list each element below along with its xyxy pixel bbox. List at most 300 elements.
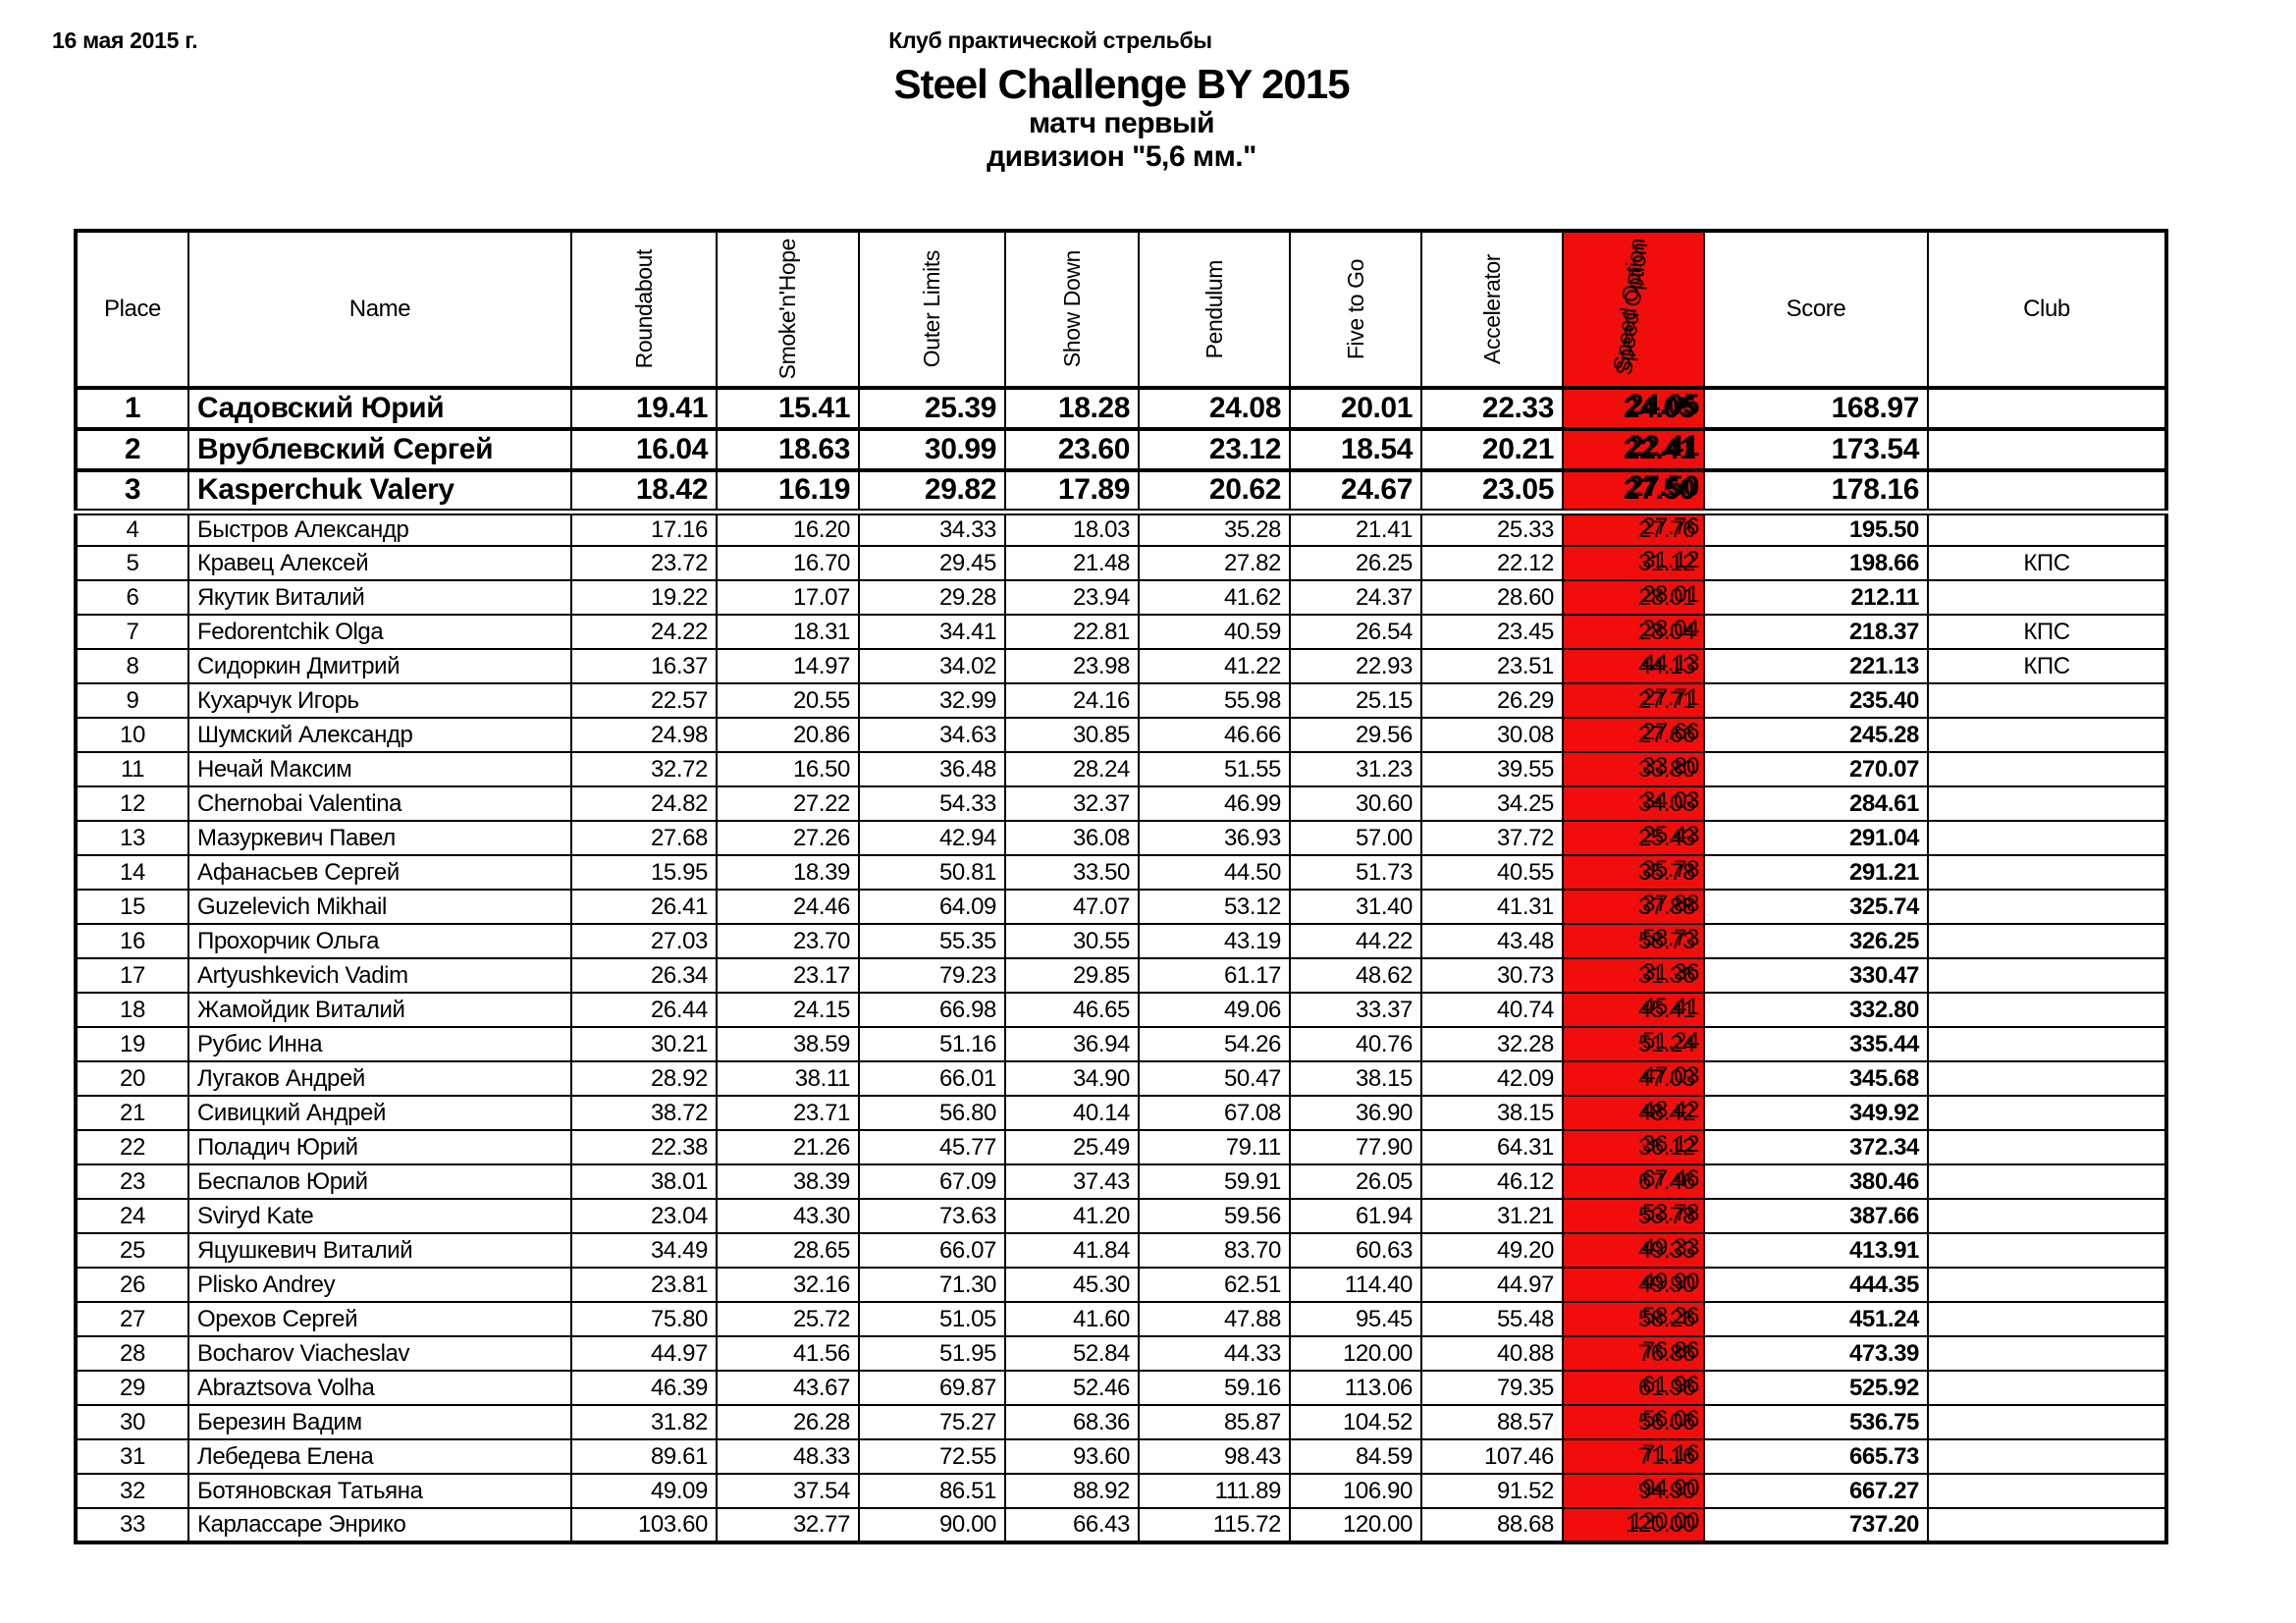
club-cell xyxy=(1928,580,2166,615)
stage-cell: 40.14 xyxy=(1005,1096,1139,1130)
stage-cell: 84.59 xyxy=(1290,1439,1421,1474)
match-title: Steel Challenge BY 2015 xyxy=(893,61,1350,107)
organization-name: Клуб практической стрельбы xyxy=(888,27,1212,53)
stage-cell: 95.45 xyxy=(1290,1302,1421,1336)
name-cell: Кравец Алексей xyxy=(188,546,571,580)
stage-cell: 23.12 xyxy=(1139,429,1290,470)
stage-cell: 42.94 xyxy=(859,821,1005,855)
stage-cell: 26.05 xyxy=(1290,1164,1421,1199)
speed-option-cell: 34.03 xyxy=(1563,786,1704,821)
place-cell: 26 xyxy=(76,1268,188,1302)
place-cell: 11 xyxy=(76,752,188,786)
place-cell: 29 xyxy=(76,1371,188,1405)
stage-cell: 40.74 xyxy=(1421,993,1563,1027)
stage-cell: 21.48 xyxy=(1005,546,1139,580)
stage-cell: 18.28 xyxy=(1005,388,1139,429)
score-cell: 330.47 xyxy=(1704,958,1928,993)
stage-cell: 60.63 xyxy=(1290,1233,1421,1268)
place-cell: 22 xyxy=(76,1130,188,1164)
speed-option-cell: 36.12 xyxy=(1563,1130,1704,1164)
score-cell: 221.13 xyxy=(1704,649,1928,683)
table-row xyxy=(76,1061,2166,1096)
stage-cell: 15.41 xyxy=(717,388,859,429)
stage-cell: 29.28 xyxy=(859,580,1005,615)
stage-cell: 89.61 xyxy=(571,1439,717,1474)
stage-cell: 22.81 xyxy=(1005,615,1139,649)
place-cell: 1 xyxy=(76,388,188,429)
col-header-show-down: Show Down xyxy=(1005,231,1139,388)
name-cell: Яцушкевич Виталий xyxy=(188,1233,571,1268)
stage-cell: 56.80 xyxy=(859,1096,1005,1130)
page-date: 16 мая 2015 г. xyxy=(52,27,198,53)
club-cell xyxy=(1928,1164,2166,1199)
stage-cell: 46.39 xyxy=(571,1371,717,1405)
stage-cell: 28.92 xyxy=(571,1061,717,1096)
stage-cell: 66.98 xyxy=(859,993,1005,1027)
score-cell: 245.28 xyxy=(1704,718,1928,752)
stage-cell: 20.86 xyxy=(717,718,859,752)
speed-option-cell: 120.00 xyxy=(1563,1508,1704,1542)
stage-cell: 49.20 xyxy=(1421,1233,1563,1268)
score-cell: 667.27 xyxy=(1704,1474,1928,1508)
score-cell: 235.40 xyxy=(1704,683,1928,718)
table-row xyxy=(76,958,2166,993)
stage-cell: 68.36 xyxy=(1005,1405,1139,1439)
stage-cell: 24.46 xyxy=(717,890,859,924)
stage-cell: 47.07 xyxy=(1005,890,1139,924)
stage-cell: 19.22 xyxy=(571,580,717,615)
name-cell: Кухарчук Игорь xyxy=(188,683,571,718)
col-header-club: Club xyxy=(1928,231,2166,388)
name-cell: Якутик Виталий xyxy=(188,580,571,615)
stage-cell: 59.16 xyxy=(1139,1371,1290,1405)
stage-cell: 49.06 xyxy=(1139,993,1290,1027)
stage-cell: 26.41 xyxy=(571,890,717,924)
stage-cell: 52.84 xyxy=(1005,1336,1139,1371)
speed-option-cell: 35.78 xyxy=(1563,855,1704,890)
col-header-five-to-go: Five to Go xyxy=(1290,231,1421,388)
speed-option-cell: 76.86 xyxy=(1563,1336,1704,1371)
stage-cell: 39.55 xyxy=(1421,752,1563,786)
score-cell: 195.50 xyxy=(1704,512,1928,546)
stage-cell: 32.16 xyxy=(717,1268,859,1302)
stage-cell: 90.00 xyxy=(859,1508,1005,1542)
stage-cell: 38.39 xyxy=(717,1164,859,1199)
speed-option-cell: 31.12 xyxy=(1563,546,1704,580)
stage-cell: 17.16 xyxy=(571,512,717,546)
col-header-pendulum: Pendulum xyxy=(1139,231,1290,388)
stage-cell: 23.05 xyxy=(1421,470,1563,512)
stage-cell: 26.25 xyxy=(1290,546,1421,580)
stage-cell: 18.63 xyxy=(717,429,859,470)
stage-cell: 30.85 xyxy=(1005,718,1139,752)
stage-cell: 51.16 xyxy=(859,1027,1005,1061)
speed-option-cell: 58.73 xyxy=(1563,924,1704,958)
place-cell: 17 xyxy=(76,958,188,993)
stage-cell: 27.82 xyxy=(1139,546,1290,580)
stage-cell: 25.39 xyxy=(859,388,1005,429)
stage-cell: 52.46 xyxy=(1005,1371,1139,1405)
score-cell: 291.04 xyxy=(1704,821,1928,855)
stage-cell: 30.73 xyxy=(1421,958,1563,993)
place-cell: 14 xyxy=(76,855,188,890)
stage-cell: 15.95 xyxy=(571,855,717,890)
name-cell: Plisko Andrey xyxy=(188,1268,571,1302)
club-cell xyxy=(1928,786,2166,821)
speed-option-cell: 37.88 xyxy=(1563,890,1704,924)
score-cell: 345.68 xyxy=(1704,1061,1928,1096)
club-cell xyxy=(1928,1096,2166,1130)
stage-cell: 16.37 xyxy=(571,649,717,683)
speed-option-cell: 45.41 xyxy=(1563,993,1704,1027)
name-cell: Лебедева Елена xyxy=(188,1439,571,1474)
stage-cell: 38.59 xyxy=(717,1027,859,1061)
club-cell xyxy=(1928,1027,2166,1061)
stage-cell: 49.09 xyxy=(571,1474,717,1508)
stage-cell: 36.08 xyxy=(1005,821,1139,855)
stage-cell: 24.22 xyxy=(571,615,717,649)
table-row xyxy=(76,821,2166,855)
table-row xyxy=(76,1474,2166,1508)
stage-cell: 23.70 xyxy=(717,924,859,958)
col-header-score: Score xyxy=(1704,231,1928,388)
stage-cell: 107.46 xyxy=(1421,1439,1563,1474)
speed-option-cell: 28.04 xyxy=(1563,615,1704,649)
place-cell: 31 xyxy=(76,1439,188,1474)
score-cell: 372.34 xyxy=(1704,1130,1928,1164)
stage-cell: 88.57 xyxy=(1421,1405,1563,1439)
table-row xyxy=(76,718,2166,752)
speed-option-cell: 53.78 xyxy=(1563,1199,1704,1233)
stage-cell: 26.44 xyxy=(571,993,717,1027)
stage-cell: 23.71 xyxy=(717,1096,859,1130)
stage-cell: 42.09 xyxy=(1421,1061,1563,1096)
stage-cell: 31.82 xyxy=(571,1405,717,1439)
table-row xyxy=(76,1164,2166,1199)
name-cell: Быстров Александр xyxy=(188,512,571,546)
stage-cell: 54.33 xyxy=(859,786,1005,821)
stage-cell: 19.41 xyxy=(571,388,717,429)
division-subtitle: дивизион "5,6 мм." xyxy=(987,139,1256,173)
score-cell: 451.24 xyxy=(1704,1302,1928,1336)
stage-cell: 17.07 xyxy=(717,580,859,615)
club-cell xyxy=(1928,1336,2166,1371)
place-cell: 8 xyxy=(76,649,188,683)
col-header-accelerator: Accelerator xyxy=(1421,231,1563,388)
club-cell xyxy=(1928,1268,2166,1302)
score-cell: 291.21 xyxy=(1704,855,1928,890)
stage-cell: 47.88 xyxy=(1139,1302,1290,1336)
speed-option-cell: 56.06 xyxy=(1563,1405,1704,1439)
club-cell xyxy=(1928,1474,2166,1508)
name-cell: Рубис Инна xyxy=(188,1027,571,1061)
score-cell: 380.46 xyxy=(1704,1164,1928,1199)
stage-cell: 38.72 xyxy=(571,1096,717,1130)
score-cell: 325.74 xyxy=(1704,890,1928,924)
table-row xyxy=(76,1302,2166,1336)
club-cell xyxy=(1928,993,2166,1027)
place-cell: 24 xyxy=(76,1199,188,1233)
name-cell: Guzelevich Mikhail xyxy=(188,890,571,924)
stage-cell: 27.03 xyxy=(571,924,717,958)
place-cell: 32 xyxy=(76,1474,188,1508)
stage-cell: 43.19 xyxy=(1139,924,1290,958)
match-subtitle: матч первый xyxy=(1028,107,1215,140)
stage-cell: 30.55 xyxy=(1005,924,1139,958)
stage-cell: 23.94 xyxy=(1005,580,1139,615)
name-cell: Поладич Юрий xyxy=(188,1130,571,1164)
name-cell: Artyushkevich Vadim xyxy=(188,958,571,993)
stage-cell: 16.70 xyxy=(717,546,859,580)
stage-cell: 33.37 xyxy=(1290,993,1421,1027)
club-cell xyxy=(1928,1302,2166,1336)
stage-cell: 40.76 xyxy=(1290,1027,1421,1061)
table-row xyxy=(76,546,2166,580)
stage-cell: 20.01 xyxy=(1290,388,1421,429)
stage-cell: 41.22 xyxy=(1139,649,1290,683)
table-row xyxy=(76,1439,2166,1474)
table-row xyxy=(76,1199,2166,1233)
stage-cell: 59.56 xyxy=(1139,1199,1290,1233)
stage-cell: 66.01 xyxy=(859,1061,1005,1096)
score-cell: 413.91 xyxy=(1704,1233,1928,1268)
stage-cell: 64.31 xyxy=(1421,1130,1563,1164)
stage-cell: 69.87 xyxy=(859,1371,1005,1405)
stage-cell: 61.94 xyxy=(1290,1199,1421,1233)
name-cell: Сивицкий Андрей xyxy=(188,1096,571,1130)
score-cell: 218.37 xyxy=(1704,615,1928,649)
stage-cell: 24.15 xyxy=(717,993,859,1027)
stage-cell: 18.31 xyxy=(717,615,859,649)
speed-option-cell: 49.33 xyxy=(1563,1233,1704,1268)
stage-cell: 29.56 xyxy=(1290,718,1421,752)
stage-cell: 31.21 xyxy=(1421,1199,1563,1233)
name-cell: Fedorentchik Olga xyxy=(188,615,571,649)
speed-option-cell: 44.13 xyxy=(1563,649,1704,683)
table-row xyxy=(76,1268,2166,1302)
speed-option-cell: 51.24 xyxy=(1563,1027,1704,1061)
name-cell: Ботяновская Татьяна xyxy=(188,1474,571,1508)
stage-cell: 46.66 xyxy=(1139,718,1290,752)
score-cell: 737.20 xyxy=(1704,1508,1928,1542)
col-header-outer-limits: Outer Limits xyxy=(859,231,1005,388)
stage-cell: 120.00 xyxy=(1290,1336,1421,1371)
stage-cell: 44.22 xyxy=(1290,924,1421,958)
stage-cell: 16.20 xyxy=(717,512,859,546)
stage-cell: 67.08 xyxy=(1139,1096,1290,1130)
col-header-place: Place xyxy=(76,231,188,388)
name-cell: Афанасьев Сергей xyxy=(188,855,571,890)
club-cell xyxy=(1928,1233,2166,1268)
name-cell: Kasperchuk Valery xyxy=(188,470,571,512)
table-row xyxy=(76,1336,2166,1371)
stage-cell: 38.11 xyxy=(717,1061,859,1096)
stage-cell: 73.63 xyxy=(859,1199,1005,1233)
place-cell: 2 xyxy=(76,429,188,470)
stage-cell: 36.48 xyxy=(859,752,1005,786)
place-cell: 28 xyxy=(76,1336,188,1371)
name-cell: Прохорчик Ольга xyxy=(188,924,571,958)
stage-cell: 44.50 xyxy=(1139,855,1290,890)
stage-cell: 16.19 xyxy=(717,470,859,512)
speed-option-cell: 67.46 xyxy=(1563,1164,1704,1199)
stage-cell: 45.30 xyxy=(1005,1268,1139,1302)
place-cell: 23 xyxy=(76,1164,188,1199)
stage-cell: 29.82 xyxy=(859,470,1005,512)
stage-cell: 34.33 xyxy=(859,512,1005,546)
club-cell xyxy=(1928,1371,2166,1405)
stage-cell: 41.60 xyxy=(1005,1302,1139,1336)
stage-cell: 28.65 xyxy=(717,1233,859,1268)
stage-cell: 44.33 xyxy=(1139,1336,1290,1371)
stage-cell: 48.62 xyxy=(1290,958,1421,993)
stage-cell: 115.72 xyxy=(1139,1508,1290,1542)
place-cell: 25 xyxy=(76,1233,188,1268)
stage-cell: 32.28 xyxy=(1421,1027,1563,1061)
stage-cell: 57.00 xyxy=(1290,821,1421,855)
score-cell: 665.73 xyxy=(1704,1439,1928,1474)
speed-option-cell: 94.90 xyxy=(1563,1474,1704,1508)
table-row xyxy=(76,683,2166,718)
club-cell: КПС xyxy=(1928,546,2166,580)
table-row xyxy=(76,512,2166,546)
place-cell: 13 xyxy=(76,821,188,855)
stage-cell: 40.59 xyxy=(1139,615,1290,649)
score-cell: 212.11 xyxy=(1704,580,1928,615)
speed-option-cell: 71.16 xyxy=(1563,1439,1704,1474)
stage-cell: 30.60 xyxy=(1290,786,1421,821)
stage-cell: 20.62 xyxy=(1139,470,1290,512)
stage-cell: 37.54 xyxy=(717,1474,859,1508)
results-table xyxy=(74,229,2168,1544)
speed-option-cell: 28.01 xyxy=(1563,580,1704,615)
club-cell xyxy=(1928,429,2166,470)
place-cell: 4 xyxy=(76,512,188,546)
stage-cell: 23.51 xyxy=(1421,649,1563,683)
stage-cell: 20.21 xyxy=(1421,429,1563,470)
score-cell: 173.54 xyxy=(1704,429,1928,470)
speed-option-cell: 58.26 xyxy=(1563,1302,1704,1336)
name-cell: Sviryd Kate xyxy=(188,1199,571,1233)
stage-cell: 104.52 xyxy=(1290,1405,1421,1439)
stage-cell: 23.81 xyxy=(571,1268,717,1302)
club-cell xyxy=(1928,1130,2166,1164)
speed-option-cell: 27.50 xyxy=(1563,470,1704,512)
stage-cell: 88.92 xyxy=(1005,1474,1139,1508)
stage-cell: 51.55 xyxy=(1139,752,1290,786)
stage-cell: 41.56 xyxy=(717,1336,859,1371)
stage-cell: 25.15 xyxy=(1290,683,1421,718)
stage-cell: 75.80 xyxy=(571,1302,717,1336)
stage-cell: 44.97 xyxy=(1421,1268,1563,1302)
place-cell: 27 xyxy=(76,1302,188,1336)
name-cell: Лугаков Андрей xyxy=(188,1061,571,1096)
speed-option-cell: 24.05 xyxy=(1563,388,1704,429)
stage-cell: 51.95 xyxy=(859,1336,1005,1371)
stage-cell: 38.01 xyxy=(571,1164,717,1199)
stage-cell: 79.11 xyxy=(1139,1130,1290,1164)
stage-cell: 17.89 xyxy=(1005,470,1139,512)
speed-option-cell: 47.03 xyxy=(1563,1061,1704,1096)
table-row xyxy=(76,470,2166,512)
place-cell: 10 xyxy=(76,718,188,752)
stage-cell: 83.70 xyxy=(1139,1233,1290,1268)
name-cell: Карлассаре Энрико xyxy=(188,1508,571,1542)
score-cell: 198.66 xyxy=(1704,546,1928,580)
score-cell: 335.44 xyxy=(1704,1027,1928,1061)
stage-cell: 27.68 xyxy=(571,821,717,855)
place-cell: 16 xyxy=(76,924,188,958)
stage-cell: 46.65 xyxy=(1005,993,1139,1027)
table-row xyxy=(76,855,2166,890)
stage-cell: 26.29 xyxy=(1421,683,1563,718)
stage-cell: 48.33 xyxy=(717,1439,859,1474)
speed-option-cell: 25.43 xyxy=(1563,821,1704,855)
stage-cell: 14.97 xyxy=(717,649,859,683)
stage-cell: 34.25 xyxy=(1421,786,1563,821)
club-cell xyxy=(1928,821,2166,855)
club-cell xyxy=(1928,890,2166,924)
stage-cell: 38.15 xyxy=(1421,1096,1563,1130)
score-cell: 270.07 xyxy=(1704,752,1928,786)
score-cell: 332.80 xyxy=(1704,993,1928,1027)
stage-cell: 113.06 xyxy=(1290,1371,1421,1405)
speed-option-cell: 27.76 xyxy=(1563,512,1704,546)
stage-cell: 98.43 xyxy=(1139,1439,1290,1474)
speed-option-cell: 22.41 xyxy=(1563,429,1704,470)
score-cell: 349.92 xyxy=(1704,1096,1928,1130)
stage-cell: 34.02 xyxy=(859,649,1005,683)
stage-cell: 26.28 xyxy=(717,1405,859,1439)
stage-cell: 79.35 xyxy=(1421,1371,1563,1405)
stage-cell: 41.62 xyxy=(1139,580,1290,615)
stage-cell: 114.40 xyxy=(1290,1268,1421,1302)
stage-cell: 45.77 xyxy=(859,1130,1005,1164)
place-cell: 18 xyxy=(76,993,188,1027)
score-cell: 525.92 xyxy=(1704,1371,1928,1405)
club-cell xyxy=(1928,683,2166,718)
stage-cell: 29.85 xyxy=(1005,958,1139,993)
stage-cell: 22.33 xyxy=(1421,388,1563,429)
place-cell: 12 xyxy=(76,786,188,821)
speed-option-cell: 27.66 xyxy=(1563,718,1704,752)
stage-cell: 72.55 xyxy=(859,1439,1005,1474)
stage-cell: 30.08 xyxy=(1421,718,1563,752)
table-row xyxy=(76,1371,2166,1405)
club-cell xyxy=(1928,718,2166,752)
stage-cell: 34.49 xyxy=(571,1233,717,1268)
stage-cell: 59.91 xyxy=(1139,1164,1290,1199)
name-cell: Мазуркевич Павел xyxy=(188,821,571,855)
club-cell xyxy=(1928,1199,2166,1233)
score-cell: 536.75 xyxy=(1704,1405,1928,1439)
stage-cell: 16.50 xyxy=(717,752,859,786)
score-cell: 326.25 xyxy=(1704,924,1928,958)
score-cell: 178.16 xyxy=(1704,470,1928,512)
table-row xyxy=(76,580,2166,615)
club-cell xyxy=(1928,1439,2166,1474)
stage-cell: 36.93 xyxy=(1139,821,1290,855)
stage-cell: 50.81 xyxy=(859,855,1005,890)
stage-cell: 50.47 xyxy=(1139,1061,1290,1096)
stage-cell: 43.67 xyxy=(717,1371,859,1405)
stage-cell: 46.12 xyxy=(1421,1164,1563,1199)
table-row xyxy=(76,890,2166,924)
stage-cell: 64.09 xyxy=(859,890,1005,924)
table-row xyxy=(76,786,2166,821)
table-row xyxy=(76,924,2166,958)
stage-cell: 32.77 xyxy=(717,1508,859,1542)
